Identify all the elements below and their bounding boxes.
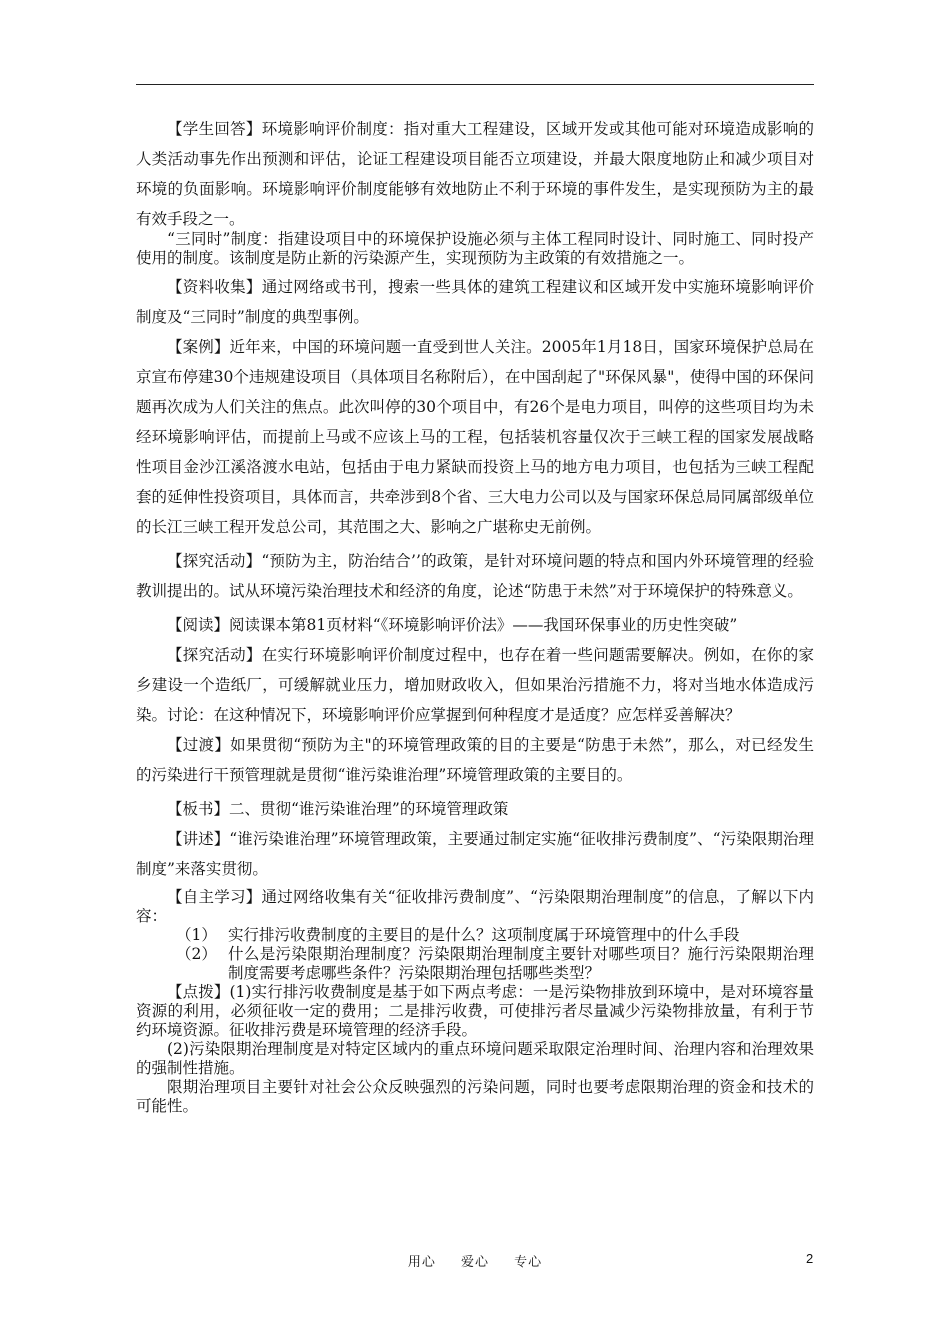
question-text: 实行排污收费制度的主要目的是什么？这项制度属于环境管理中的什么手段 [228, 926, 740, 944]
paragraph-three-simultaneous: “三同时”制度：指建设项目中的环境保护设施必须与主体工程同时设计、同时施工、同时投产使用的制度。该制度是防止新的污染源产生，实现预防为主政策的有效措施之一。 [136, 230, 814, 267]
question-item-2 [136, 945, 814, 983]
question-text: 什么是污染限期治理制度？污染限期治理制度主要针对哪些项目？施行污染限期治理制度需要考虑哪些条件？污染限期治理包括哪些类型？ [228, 945, 814, 982]
paragraph-inquiry-1: 【探究活动】“预防为主，防治结合’’的政策，是针对环境问题的特点和国内外环境管理的经验教训提出的。试从环境污染治理技术和经济的角度，论述“防患于未然”对于环境保护的特殊意义。 [136, 552, 814, 600]
footer-motto-1: 用心 [407, 1255, 436, 1270]
paragraph-board: 【板书】二、贯彻“谁污染谁治理”的环境管理政策 [167, 800, 509, 818]
paragraph-inquiry-2: 【探究活动】在实行环境影响评价制度过程中，也存在着一些问题需要解决。例如，在你的家乡建设一个造纸厂，可缓解就业压力，增加财政收入，但如果治污措施不力，将对当地水体造成污染。讨论：在这种情况下，环境影响评价应掌握到何种程度才是适度？应怎样妥善解决？ [136, 646, 814, 724]
paragraph-student-answer: 【学生回答】环境影响评价制度：指对重大工程建设，区域开发或其他可能对环境造成影响的人类活动事先作出预测和评估，论证工程建设项目能否立项建设，并最大限度地防止和减少项目对环境的负面影响。环境影响评价制度能够有效地防止不利于环境的事件发生，是实现预防为主的最有效手段之一。 [136, 120, 814, 228]
footer-motto-2: 爱心 [460, 1255, 489, 1270]
paragraph-hint-2: (2)污染限期治理制度是对特定区域内的重点环境问题采取限定治理时间、治理内容和治理效果的强制性措施。 [136, 1040, 814, 1077]
paragraph-case: 【案例】近年来，中国的环境问题一直受到世人关注。2005年1月18日，国家环境保护总局在京宣布停建30个违规建设项目（具体项目名称附后），在中国刮起了"环保风暴"，使得中国的环保问题再次成为人们关注的焦点。此次叫停的30个项目中，有26个是电力项目，叫停的这些项目均为未经环境影响评估，而提前上马或不应该上马的工程，包括装机容量仅次于三峡工程的国家发展战略性项目金沙江溪洛渡水电站，包括由于电力紧缺而投资上马的地方电力项目，也包括为三峡工程配套的延伸性投资项目，具体而言，共牵涉到8个省、三大电力公司以及与国家环保总局同属部级单位的长江三峡工程开发总公司，其范围之大、影响之广堪称史无前例。 [136, 338, 814, 536]
question-number: （1） [176, 926, 217, 944]
paragraph-hint-1: 【点拨】(1)实行排污收费制度是基于如下两点考虑：一是污染物排放到环境中，是对环境容量资源的利用，必须征收一定的费用；二是排污收费，可使排污者尽量减少污染物排放量，有利于节约环境资源。征收排污费是环境管理的经济手段。 [136, 983, 814, 1039]
page-body [136, 114, 814, 1116]
paragraph-lecture: 【讲述】“谁污染谁治理”环境管理政策，主要通过制定实施“征收排污费制度”、“污染限期治理制度”来落实贯彻。 [136, 830, 814, 878]
footer-motto-3: 专心 [514, 1255, 543, 1270]
question-number: （2） [176, 945, 217, 963]
paragraph-data-collection: 【资料收集】通过网络或书刊，搜索一些具体的建筑工程建议和区域开发中实施环境影响评价制度及“三同时”制度的典型事例。 [136, 278, 814, 326]
paragraph-hint-3: 限期治理项目主要针对社会公众反映强烈的污染问题，同时也要考虑限期治理的资金和技术的可能性。 [136, 1078, 814, 1115]
question-item-1 [136, 926, 814, 945]
paragraph-reading: 【阅读】阅读课本第81页材料“《环境影响评价法》——我国环保事业的历史性突破” [167, 616, 738, 634]
paragraph-transition: 【过渡】如果贯彻“预防为主"的环境管理政策的目的主要是“防患于未然”，那么，对已经发生的污染进行干预管理就是贯彻“谁污染谁治理”环境管理政策的主要目的。 [136, 736, 814, 784]
page-number: 2 [806, 1251, 814, 1266]
paragraph-self-study: 【自主学习】通过网络收集有关“征收排污费制度”、“污染限期治理制度”的信息，了解以下内容： [136, 888, 814, 925]
header-rule [136, 84, 814, 85]
